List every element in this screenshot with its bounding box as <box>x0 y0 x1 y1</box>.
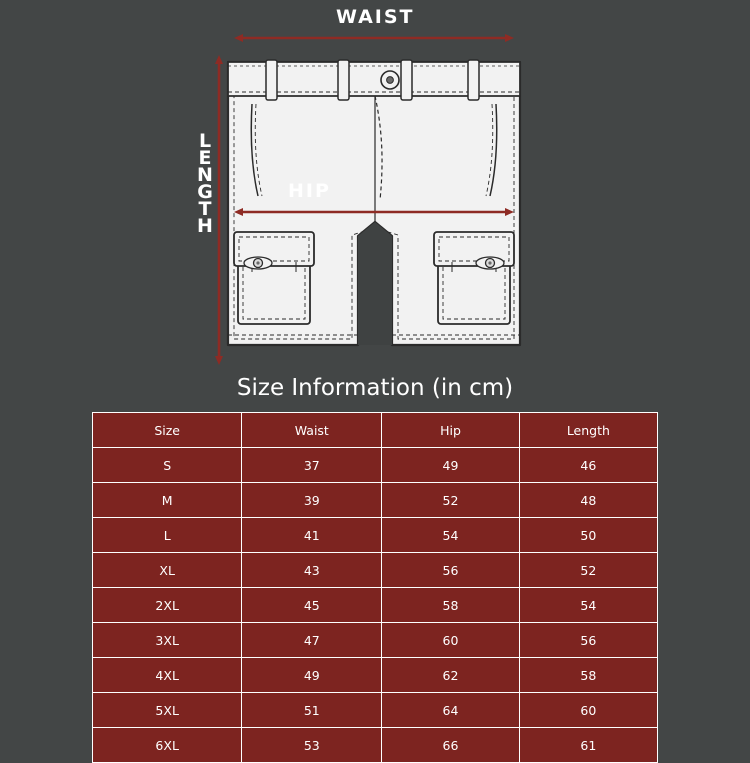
header-size: Size <box>93 413 242 448</box>
cell-waist: 47 <box>242 623 382 658</box>
table-row <box>93 693 658 728</box>
length-label <box>196 130 216 237</box>
cell-hip: 54 <box>382 518 520 553</box>
shorts-illustration <box>228 60 520 345</box>
cell-waist: 43 <box>242 553 382 588</box>
cell-size: 4XL <box>93 658 242 693</box>
cell-length: 61 <box>519 728 657 763</box>
size-info-title: Size Information (in cm) <box>236 375 514 401</box>
hip-label: HIP <box>288 180 331 202</box>
table-header-row <box>93 413 658 448</box>
table-row <box>93 623 658 658</box>
length-letter: H <box>197 215 215 237</box>
header-length: Length <box>519 413 657 448</box>
length-letter: L <box>198 130 214 152</box>
header-waist: Waist <box>242 413 382 448</box>
cell-length: 54 <box>519 588 657 623</box>
length-letter: N <box>197 164 215 186</box>
cell-hip: 60 <box>382 623 520 658</box>
cell-hip: 64 <box>382 693 520 728</box>
cell-size: 2XL <box>93 588 242 623</box>
length-letter: E <box>198 147 214 169</box>
cell-size: 6XL <box>93 728 242 763</box>
cell-length: 56 <box>519 623 657 658</box>
cell-size: 5XL <box>93 693 242 728</box>
cell-hip: 62 <box>382 658 520 693</box>
table-row <box>93 728 658 763</box>
table-row <box>93 588 658 623</box>
cell-hip: 49 <box>382 448 520 483</box>
table-row <box>93 448 658 483</box>
cell-hip: 56 <box>382 553 520 588</box>
cell-waist: 49 <box>242 658 382 693</box>
cell-size: M <box>93 483 242 518</box>
table-row <box>93 553 658 588</box>
cell-length: 48 <box>519 483 657 518</box>
cell-hip: 52 <box>382 483 520 518</box>
cell-length: 52 <box>519 553 657 588</box>
size-table <box>92 412 658 763</box>
length-letter: G <box>197 181 215 203</box>
shorts-diagram <box>0 0 750 375</box>
cell-hip: 58 <box>382 588 520 623</box>
size-table-container <box>92 412 658 763</box>
table-row <box>93 518 658 553</box>
cell-size: 3XL <box>93 623 242 658</box>
cell-waist: 39 <box>242 483 382 518</box>
table-row <box>93 483 658 518</box>
cell-waist: 37 <box>242 448 382 483</box>
cell-waist: 53 <box>242 728 382 763</box>
cell-size: XL <box>93 553 242 588</box>
table-row <box>93 658 658 693</box>
header-hip: Hip <box>382 413 520 448</box>
cell-size: S <box>93 448 242 483</box>
cell-waist: 41 <box>242 518 382 553</box>
cell-length: 50 <box>519 518 657 553</box>
cell-length: 60 <box>519 693 657 728</box>
cell-waist: 45 <box>242 588 382 623</box>
length-letter: T <box>198 198 214 220</box>
cell-waist: 51 <box>242 693 382 728</box>
waist-label: WAIST <box>336 6 415 28</box>
cell-hip: 66 <box>382 728 520 763</box>
cell-length: 46 <box>519 448 657 483</box>
cell-size: L <box>93 518 242 553</box>
cell-length: 58 <box>519 658 657 693</box>
